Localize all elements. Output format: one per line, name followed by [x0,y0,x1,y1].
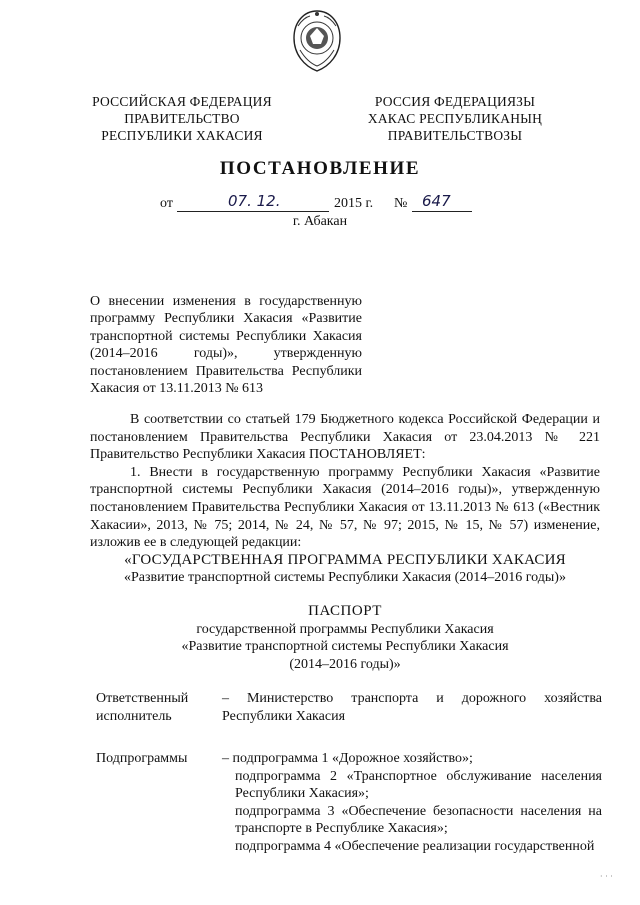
passport-line-2: «Развитие транспортной системы Республики Хакасия [181,639,509,655]
paragraph-1: В соответствии со статьей 179 Бюджетного кодекса Российской Федерации и постановлением Правительства Республики Хакасия от 23.04.2013 № 221 Правительство Республики Хакасия ПОСТАНОВЛЯЕТ: [90,412,600,463]
row-value-line: – Министерство транспорта и дорожного хозяйства Республики Хакасия [222,691,602,724]
header-right-line-2: ХАКАС РЕСПУБЛИКАНЫҢ [367,111,543,126]
header-left-line-2: ПРАВИТЕЛЬСТВО [124,111,240,126]
subprogram-item: подпрограмма 3 «Обеспечение безопасности населения на транспорте в Республике Хакасия»; [235,803,602,837]
coat-of-arms-emblem [286,8,348,74]
subprogram-item: – подпрограмма 1 «Дорожное хозяйство»; [222,751,473,766]
row-value-responsible [222,690,602,725]
row-value-subprograms [222,750,602,856]
number-underline [412,211,472,212]
year-text: 2015 г. [334,196,374,211]
header-right-line-1: РОССИЯ ФЕДЕРАЦИЯЗЫ [374,94,536,109]
document-title: ПОСТАНОВЛЕНИЕ [219,158,421,179]
document-subject: О внесении изменения в государственную программу Республики Хакасия «Развитие транспортной системы Республики Хакасия (2014–2016 годы)», утвержденную постановлением Правительства Республики Хакасия от 13.11.2013 № 613 [90,294,362,397]
header-left-ru [78,93,286,144]
row-label-responsible [96,690,226,725]
city-name: г. Абакан [292,214,348,229]
date-underline [177,211,329,212]
header-left-line-3: РЕСПУБЛИКИ ХАКАСИЯ [101,128,263,143]
subprogram-item: подпрограмма 2 «Транспортное обслуживание населения Республики Хакасия»; [235,768,602,802]
document-body [90,411,600,587]
program-subtitle: «Развитие транспортной системы Республики Хакасия (2014–2016 годы)» [124,570,566,586]
header-left-line-1: РОССИЙСКАЯ ФЕДЕРАЦИЯ [92,94,272,109]
subprogram-item: подпрограмма 4 «Обеспечение реализации государственной [235,838,595,854]
row-label-line: исполнитель [96,708,172,724]
passport-line-1: государственной программы Республики Хакасия [196,621,494,637]
row-label-line: Подпрограммы [96,751,188,766]
footer-mark: · · · [600,872,613,881]
date-handwritten: 07. 12. [228,192,281,210]
header-right-line-3: ПРАВИТЕЛЬСТВОЗЫ [387,128,523,143]
paragraph-2: 1. Внести в государственную программу Республики Хакасия «Развитие транспортной системы Республики Хакасия (2014–2016 годы)», утвержденную постановлением Правительства Республики Хакасия от 13.11.2013 № 613 («Вестник Хакасии», 2013, № 75; 2014, № 24, № 57, № 97; 2015, № 15, № 57) изменение, изложив ее в следующей редакции: [90,464,600,551]
date-prefix: от [160,196,173,211]
row-label-line: Ответственный [96,691,189,706]
passport-heading [90,603,600,673]
program-title: «ГОСУДАРСТВЕННАЯ ПРОГРАММА РЕСПУБЛИКИ ХАКАСИЯ [124,551,566,568]
header-right-khakas [350,93,560,144]
date-number-line [160,192,520,214]
row-label-subprograms [96,750,226,768]
number-sign: № [394,196,408,211]
passport-title: ПАСПОРТ [308,603,382,619]
passport-line-3: (2014–2016 годы)» [289,656,401,672]
number-handwritten: 647 [422,192,451,210]
